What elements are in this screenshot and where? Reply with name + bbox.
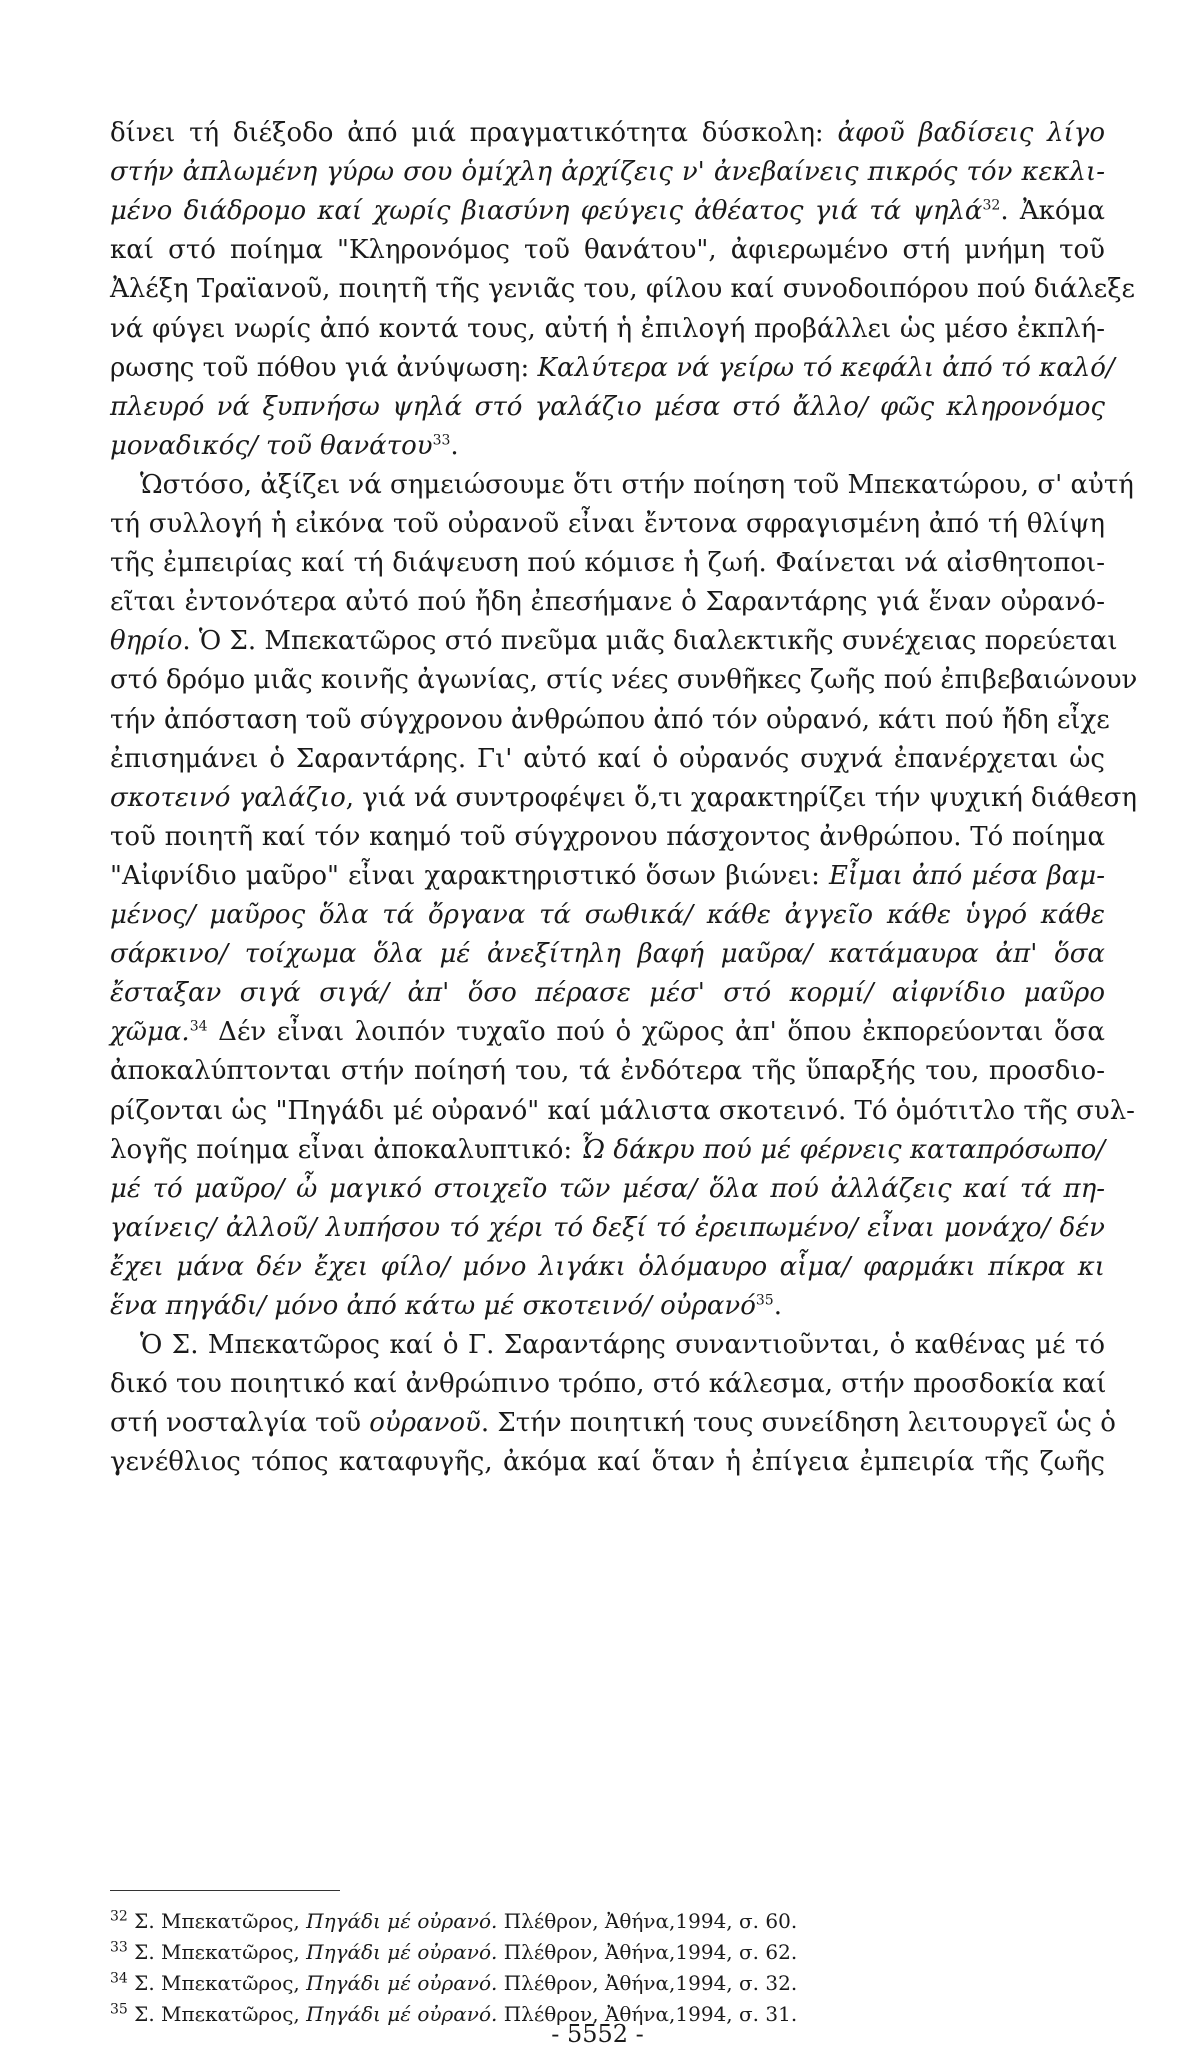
text-span: . Στήν ποιητική τους συνείδηση λειτουργεῖ ὡς ὁ (480, 1408, 1116, 1438)
italic-text: ἕνα πηγάδι/ μόνο ἀπό κάτω μέ σκοτεινό/ οὐρανό (110, 1291, 756, 1321)
footnote-separator (110, 1890, 340, 1891)
footnote-ref: 32 (982, 197, 1001, 214)
italic-text: Πηγάδι μέ οὐρανό. (306, 1909, 498, 1933)
footnote-ref: 34 (189, 1018, 208, 1035)
italic-text: Ὦ δάκρυ πού μέ φέρνεις καταπρόσωπο/ (580, 1135, 1105, 1165)
text-span: Πλέθρον, Ἀθήνα,1994, σ. 31. (497, 2002, 798, 2026)
text-span: . (773, 1291, 782, 1321)
footnote-ref: 33 (432, 432, 451, 449)
italic-text: σκοτεινό γαλάζιο (110, 783, 346, 813)
italic-text: ἔσταξαν σιγά σιγά/ ἀπ' ὅσο πέρασε μέσ' στό κορμί/ αἰφνίδιο μαῦρο (110, 978, 1105, 1008)
italic-text: γαίνεις/ ἀλλοῦ/ λυπήσου τό χέρι τό δεξί τό ἐρειπωμένο/ εἶναι μονάχο/ δέν (110, 1213, 1105, 1243)
text-span: γενέθλιος τόπος καταφυγῆς, ἀκόμα καί ὅταν ἡ ἐπίγεια ἐμπειρία τῆς ζωῆς (110, 1447, 1105, 1477)
text-span: εῖται ἐντονότερα αὐτό πού ἤδη ἐπεσήμανε ὁ Σαραντάρης γιά ἕναν οὐρανό- (110, 587, 1105, 617)
body-line (110, 704, 1110, 736)
text-span: Πλέθρον, Ἀθήνα,1994, σ. 60. (497, 1909, 798, 1933)
body-line (110, 1173, 1105, 1205)
footnote-ref: 35 (755, 1292, 774, 1309)
text-span: "Αἰφνίδιο μαῦρο" εἶναι χαρακτηριστικό ὅσων βιώνει: (110, 861, 830, 891)
text-span: λογῆς ποίημα εἶναι ἀποκαλυπτικό: (110, 1135, 581, 1165)
italic-text: μένο διάδρομο καί χωρίς βιασύνη φεύγεις ἀθέατος γιά τά ψηλά (110, 196, 983, 226)
body-line (110, 1212, 1105, 1244)
italic-text: Πηγάδι μέ οὐρανό. (306, 1940, 498, 1964)
footnote-ref: 35 (110, 2001, 128, 2018)
body-line (110, 234, 1105, 266)
italic-text: ἔχει μάνα δέν ἔχει φίλο/ μόνο λιγάκι ὁλόμαυρο αἷμα/ φαρμάκι πίκρα κι (110, 1252, 1105, 1282)
text-span: Πλέθρον, Ἀθήνα,1994, σ. 62. (497, 1940, 798, 1964)
body-line (110, 391, 1105, 423)
body-line (110, 586, 1105, 618)
footnote (110, 1939, 1105, 1965)
text-span: . (450, 431, 459, 461)
body-line (110, 1016, 1105, 1048)
body-line (110, 1446, 1105, 1478)
body-line (110, 1251, 1105, 1283)
footnote (110, 1970, 1105, 1996)
text-span: ἐπισημάνει ὁ Σαραντάρης. Γι' αὐτό καί ὁ οὐρανός συχνά ἐπανέρχεται ὡς (110, 744, 1105, 774)
body-line (110, 156, 1105, 188)
page-number: - 5552 - (551, 2020, 644, 2048)
body-line (110, 273, 1135, 305)
body-line (110, 821, 1105, 853)
text-span: Σ. Μπεκατῶρος, (127, 1909, 307, 1933)
text-span: Πλέθρον, Ἀθήνα,1994, σ. 32. (497, 1971, 798, 1995)
italic-text: ἀφοῦ βαδίσεις λίγο (837, 118, 1105, 148)
body-line (110, 1368, 1105, 1400)
body-line (110, 1134, 1105, 1166)
body-line (110, 625, 1118, 657)
text-span: δικό του ποιητικό καί ἀνθρώπινο τρόπο, στό κάλεσμα, στήν προσδοκία καί (110, 1369, 1107, 1399)
text-span: τήν ἀπόσταση τοῦ σύγχρονου ἀνθρώπου ἀπό τόν οὐρανό, κάτι πού ἤδη εἶχε (110, 705, 1110, 735)
footnote-ref: 33 (110, 1939, 128, 1956)
body-line (110, 547, 1105, 579)
body-line (110, 430, 1105, 462)
body-line (110, 743, 1105, 775)
body-line (140, 469, 1134, 501)
text-span: στή νοσταλγία τοῦ (110, 1408, 370, 1438)
italic-text: μέ τό μαῦρο/ ὦ μαγικό στοιχεῖο τῶν μέσα/ ὅλα πού ἀλλάζεις καί τά πη- (110, 1174, 1105, 1204)
body-line (110, 1290, 1105, 1322)
text-span: , γιά νά συντροφέψει ὅ,τι χαρακτηρίζει τήν ψυχική διάθεση (345, 783, 1137, 813)
text-span: νά φύγει νωρίς ἀπό κοντά τους, αὐτή ἡ ἐπιλογή προβάλλει ὡς μέσο ἐκπλή- (110, 314, 1105, 344)
text-span: ρίζονται ὡς "Πηγάδι μέ οὐρανό" καί μάλιστα σκοτεινό. Τό ὁμότιτλο τῆς συλ- (110, 1096, 1135, 1126)
body-line (110, 352, 1115, 384)
text-span: Σ. Μπεκατῶρος, (127, 1940, 307, 1964)
italic-text: μένος/ μαῦρος ὅλα τά ὄργανα τά σωθικά/ κάθε ἀγγεῖο κάθε ὑγρό κάθε (110, 900, 1105, 930)
text-span: Ἀλέξη Τραϊανοῦ, ποιητῆ τῆς γενιᾶς του, φίλου καί συνοδοιπόρου πού διάλεξε (110, 274, 1135, 304)
italic-text: Καλύτερα νά γείρω τό κεφάλι ἀπό τό καλό/ (537, 353, 1115, 383)
body-line (110, 508, 1105, 540)
text-span: ἀποκαλύπτονται στήν ποίησή του, τά ἐνδότερα τῆς ὕπαρξής του, προσδιο- (110, 1056, 1105, 1086)
body-line (110, 313, 1105, 345)
body-line (110, 977, 1105, 1009)
text-span: δίνει τή διέξοδο ἀπό μιά πραγματικότητα δύσκολη: (110, 118, 838, 148)
body-line (110, 195, 1105, 227)
body-line (110, 782, 1137, 814)
body-line (110, 664, 1138, 696)
body-line (140, 1329, 1105, 1361)
text-span: τοῦ ποιητῆ καί τόν καημό τοῦ σύγχρονου πάσχοντος ἀνθρώπου. Τό ποίημα (110, 822, 1105, 852)
text-span: ρωσης τοῦ πόθου γιά ἀνύψωση: (110, 353, 538, 383)
body-line (110, 899, 1105, 931)
footnote-ref: 32 (110, 1908, 128, 1925)
italic-text: πλευρό νά ξυπνήσω ψηλά στό γαλάζιο μέσα στό ἄλλο/ φῶς κληρονόμος (110, 392, 1105, 422)
text-span: Σ. Μπεκατῶρος, (127, 2002, 307, 2026)
footnote-ref: 34 (110, 1970, 128, 1987)
italic-text: μοναδικός/ τοῦ θανάτου (110, 431, 433, 461)
body-line (110, 860, 1105, 892)
text-span: καί στό ποίημα "Κληρονόμος τοῦ θανάτου", ἀφιερωμένο στή μνήμη τοῦ (110, 235, 1105, 265)
footnote (110, 1908, 1105, 1934)
italic-text: Πηγάδι μέ οὐρανό. (306, 2002, 498, 2026)
text-span: . Ὁ Σ. Μπεκατῶρος στό πνεῦμα μιᾶς διαλεκτικῆς συνέχειας πορεύεται (182, 626, 1118, 656)
body-line (110, 1407, 1116, 1439)
body-line (110, 117, 1105, 149)
text-span: στό δρόμο μιᾶς κοινῆς ἀγωνίας, στίς νέες συνθῆκες ζωῆς πού ἐπιβεβαιώνουν (110, 665, 1138, 695)
italic-text: Εἶμαι ἀπό μέσα βαμ- (829, 861, 1105, 891)
text-span: τή συλλογή ἡ εἰκόνα τοῦ οὐρανοῦ εἶναι ἔντονα σφραγισμένη ἀπό τή θλίψη (110, 509, 1105, 539)
italic-text: στήν ἀπλωμένη γύρω σου ὁμίχλη ἀρχίζεις ν' ἀνεβαίνεις πικρός τόν κεκλι- (110, 157, 1105, 187)
text-span: Δέν εἶναι λοιπόν τυχαῖο πού ὁ χῶρος ἀπ' ὅπου ἐκπορεύονται ὅσα (207, 1017, 1105, 1047)
text-span: τῆς ἐμπειρίας καί τή διάψευση πού κόμισε ἡ ζωή. Φαίνεται νά αἰσθητοποι- (110, 548, 1105, 578)
italic-text: χῶμα. (110, 1017, 190, 1047)
text-span: . Ἀκόμα (1000, 196, 1105, 226)
italic-text: θηρίο (110, 626, 183, 656)
text-span: Ὁ Σ. Μπεκατῶρος καί ὁ Γ. Σαραντάρης συναντιοῦνται, ὁ καθένας μέ τό (140, 1330, 1105, 1360)
italic-text: οὐρανοῦ (369, 1408, 481, 1438)
text-span: Σ. Μπεκατῶρος, (127, 1971, 307, 1995)
italic-text: Πηγάδι μέ οὐρανό. (306, 1971, 498, 1995)
text-span: Ὡστόσο, ἀξίζει νά σημειώσουμε ὅτι στήν ποίηση τοῦ Μπεκατώρου, σ' αὐτή (140, 470, 1134, 500)
body-line (110, 938, 1105, 970)
italic-text: σάρκινο/ τοίχωμα ὅλα μέ ἀνεξίτηλη βαφή μαῦρα/ κατάμαυρα ἀπ' ὅσα (110, 939, 1105, 969)
body-line (110, 1055, 1105, 1087)
body-line (110, 1095, 1135, 1127)
